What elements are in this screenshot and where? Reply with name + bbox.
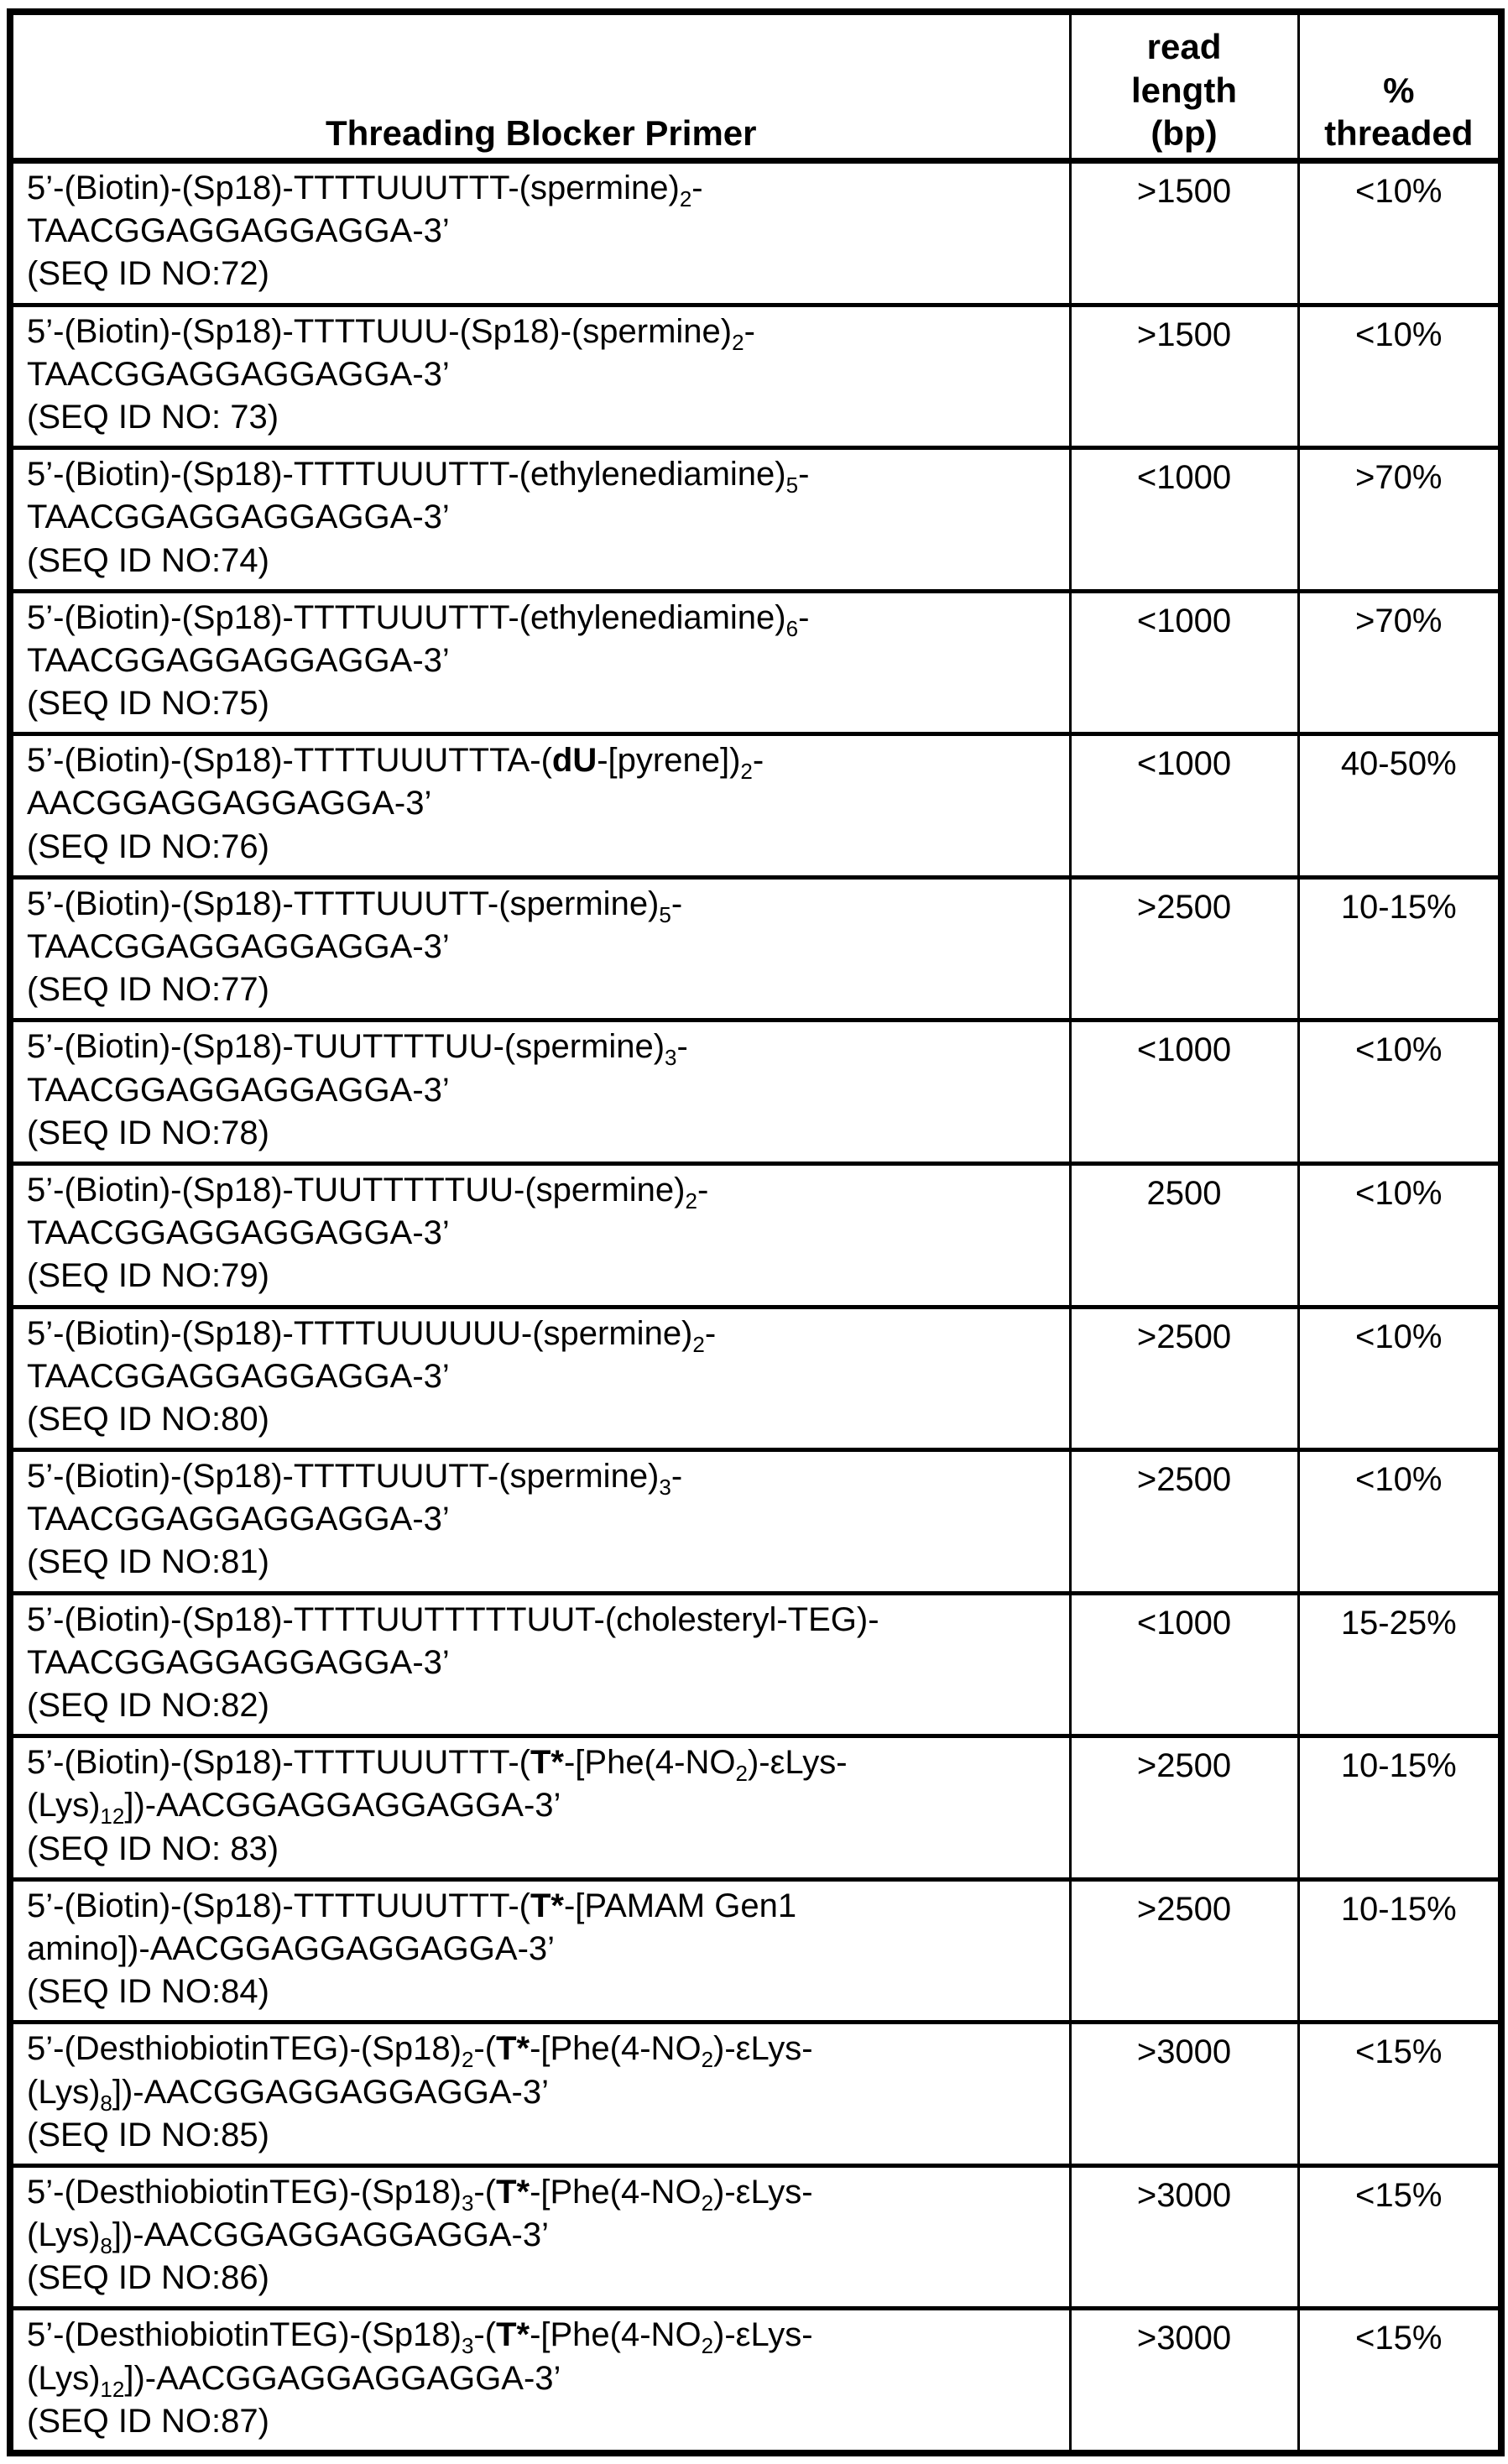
primer-cell: $5’-(Biotin)-(Sp18)-TTTTUUUTTT-(ethylenediamine)_5-$ TAACGGAGGAGGAGGA-3’ (SEQ ID NO:74) — [10, 448, 1070, 592]
table-row — [10, 2309, 1501, 2453]
threaded-cell: >70% — [1298, 448, 1501, 592]
col-header-read-length: read length (bp) — [1070, 12, 1298, 161]
primer-cell: $5’-(Biotin)-(Sp18)-TTTTUUUUUU-(spermine)_2-$ TAACGGAGGAGGAGGA-3’ (SEQ ID NO:80) — [10, 1307, 1070, 1450]
table-row — [10, 1736, 1501, 1880]
read-length-cell: >3000 — [1070, 2309, 1298, 2453]
threaded-cell: <10% — [1298, 1307, 1501, 1450]
read-length-cell: >2500 — [1070, 1879, 1298, 2023]
threaded-cell: <10% — [1298, 1450, 1501, 1594]
read-length-cell: <1000 — [1070, 448, 1298, 592]
table-row — [10, 1450, 1501, 1594]
threaded-cell: 10-15% — [1298, 1879, 1501, 2023]
primer-cell: $5’-(Biotin)-(Sp18)-TTTTUUUTT-(spermine)_3-$ TAACGGAGGAGGAGGA-3’ (SEQ ID NO:81) — [10, 1450, 1070, 1594]
primer-cell: $5’-(Biotin)-(Sp18)-TTTTUUUTTTA-(dU-[pyrene])_2-$ AACGGAGGAGGAGGA-3’ (SEQ ID NO:76) — [10, 734, 1070, 878]
threading-blocker-table — [7, 8, 1505, 2456]
primer-cell: $5’-(Biotin)-(Sp18)-TTTTUUUTT-(spermine)_5-$ TAACGGAGGAGGAGGA-3’ (SEQ ID NO:77) — [10, 877, 1070, 1021]
read-length-cell: >3000 — [1070, 2023, 1298, 2166]
threaded-cell: >70% — [1298, 591, 1501, 734]
table-row — [10, 591, 1501, 734]
threaded-cell: <15% — [1298, 2165, 1501, 2309]
table-row — [10, 877, 1501, 1021]
col-header-threading-blocker-primer: Threading Blocker Primer — [10, 12, 1070, 161]
primer-cell: $5’-(DesthiobiotinTEG)-(Sp18)_3-(T*-[Phe(4-NO_2)-\varepsilon Lys-$ $(Lys)_{12}])-AACGGAGGAGGAGGA-3$’ (SEQ ID NO:87) — [10, 2309, 1070, 2453]
table-row — [10, 161, 1501, 305]
table-row — [10, 1879, 1501, 2023]
read-length-cell: <1000 — [1070, 591, 1298, 734]
read-length-cell: >2500 — [1070, 1736, 1298, 1880]
table-row — [10, 448, 1501, 592]
threaded-cell: 40-50% — [1298, 734, 1501, 878]
read-length-cell: <1000 — [1070, 1593, 1298, 1736]
primer-cell: $5’-(Biotin)-(Sp18)-TTTTUUUTTT-(T*-[Phe(4-NO_2)-\varepsilon Lys-$ $(Lys)_{12}])-AACGGAGGAGGAGGA-3$’ (SEQ ID NO: 83) — [10, 1736, 1070, 1880]
primer-cell: 5’-(Biotin)-(Sp18)-TTTTUUUTTT-(T*-[PAMAM Gen1 amino])-AACGGAGGAGGAGGA-3’ (SEQ ID NO:84) — [10, 1879, 1070, 2023]
threaded-cell: <15% — [1298, 2309, 1501, 2453]
threaded-cell: <10% — [1298, 161, 1501, 305]
threaded-cell: 10-15% — [1298, 877, 1501, 1021]
primer-cell: $5’-(DesthiobiotinTEG)-(Sp18)_2-(T*-[Phe(4-NO_2)-\varepsilon Lys-$ $(Lys)_8])-AACGGAGGAGGAGGA-3$’ (SEQ ID NO:85) — [10, 2023, 1070, 2166]
col-header-percent-threaded: % threaded — [1298, 12, 1501, 161]
threaded-cell: <10% — [1298, 1163, 1501, 1307]
header-row — [10, 12, 1501, 161]
threaded-cell: 15-25% — [1298, 1593, 1501, 1736]
table-row — [10, 1021, 1501, 1164]
primer-cell: $5’-(Biotin)-(Sp18)-TTTTUUUTTT-(spermine)_2-$ TAACGGAGGAGGAGGA-3’ (SEQ ID NO:72) — [10, 161, 1070, 305]
primer-cell: 5’-(Biotin)-(Sp18)-TTTTUUTTTTTUUT-(cholesteryl-TEG)- TAACGGAGGAGGAGGA-3’ (SEQ ID NO:82) — [10, 1593, 1070, 1736]
read-length-cell: >1500 — [1070, 161, 1298, 305]
table-body — [10, 161, 1501, 2454]
table-row — [10, 2165, 1501, 2309]
read-length-cell: 2500 — [1070, 1163, 1298, 1307]
read-length-cell: >2500 — [1070, 1307, 1298, 1450]
read-length-cell: >3000 — [1070, 2165, 1298, 2309]
primer-cell: $5’-(Biotin)-(Sp18)-TUUTTTTUU-(spermine)_3-$ TAACGGAGGAGGAGGA-3’ (SEQ ID NO:78) — [10, 1021, 1070, 1164]
read-length-cell: <1000 — [1070, 1021, 1298, 1164]
primer-cell: $5’-(Biotin)-(Sp18)-TTTTUUUTTT-(ethylenediamine)_6-$ TAACGGAGGAGGAGGA-3’ (SEQ ID NO:75) — [10, 591, 1070, 734]
table-row — [10, 1593, 1501, 1736]
table-row — [10, 1163, 1501, 1307]
table-row — [10, 2023, 1501, 2166]
table-row — [10, 305, 1501, 448]
read-length-cell: >2500 — [1070, 1450, 1298, 1594]
primer-cell: $5’-(DesthiobiotinTEG)-(Sp18)_3-(T*-[Phe(4-NO_2)-\varepsilon Lys-$ $(Lys)_8])-AACGGAGGAGGAGGA-3$’ (SEQ ID NO:86) — [10, 2165, 1070, 2309]
read-length-cell: >1500 — [1070, 305, 1298, 448]
threaded-cell: <10% — [1298, 305, 1501, 448]
table-row — [10, 1307, 1501, 1450]
read-length-cell: >2500 — [1070, 877, 1298, 1021]
primer-cell: $5’-(Biotin)-(Sp18)-TTTTUUU-(Sp18)-(spermine)_2-$ TAACGGAGGAGGAGGA-3’ (SEQ ID NO: 73) — [10, 305, 1070, 448]
read-length-cell: <1000 — [1070, 734, 1298, 878]
primer-cell: $5’-(Biotin)-(Sp18)-TUUTTTTTUU-(spermine)_2-$ TAACGGAGGAGGAGGA-3’ (SEQ ID NO:79) — [10, 1163, 1070, 1307]
table-row — [10, 734, 1501, 878]
threaded-cell: <15% — [1298, 2023, 1501, 2166]
threaded-cell: <10% — [1298, 1021, 1501, 1164]
threaded-cell: 10-15% — [1298, 1736, 1501, 1880]
